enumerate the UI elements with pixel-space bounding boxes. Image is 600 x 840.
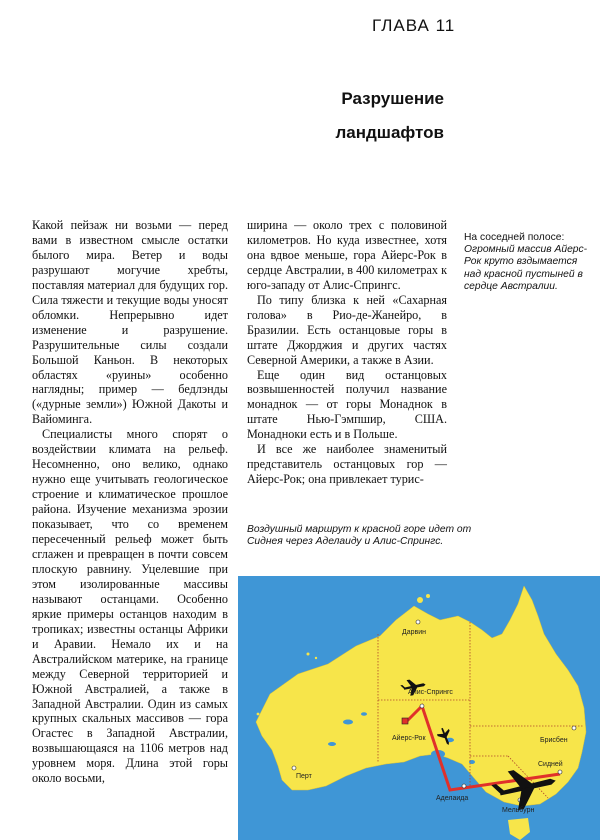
island xyxy=(417,597,423,603)
paragraph: По типу близка к ней «Сахарная голова» в Рио-де-Жанейро, в Бразилии. Есть останцовые горы в штате Джорджия и других частях Северной Америки, а также в Азии. xyxy=(247,292,447,367)
map-caption: Воздушный маршрут к красной горе идет от Сиднея через Аделаиду и Алис-Спрингс. xyxy=(247,524,472,548)
chapter-title-line-1: Разрушение xyxy=(341,89,444,108)
chapter-title xyxy=(335,82,444,150)
paragraph: Еще один вид останцовых возвышенностей получил название монаднок — от горы Монаднок в штате Нью-Гэмпшир, США. Монадноки есть и в Польше. xyxy=(247,367,447,442)
brisbane-marker xyxy=(572,726,576,730)
map-label-brisbane: Брисбен xyxy=(540,737,568,744)
paragraph: ширина — около трех с половиной километров. Но куда известнее, хотя она вдвое меньше, гора Айерс-Рок в сердце Австралии, в 400 километрах к юго-западу от Алис-Спрингс. xyxy=(247,218,447,292)
text-column-2 xyxy=(247,218,447,487)
text-column-1 xyxy=(32,218,228,786)
chapter-title-line-2: ландшафтов xyxy=(335,123,444,142)
lake xyxy=(328,742,336,746)
ayers-rock-marker xyxy=(402,718,408,724)
map-label-sydney: Сидней xyxy=(538,761,563,768)
darwin-marker xyxy=(416,620,420,624)
paragraph: Специалисты много спорят о воздействии климата на рельеф. Несомненно, оно велико, однако нужно еще учитывать геологическое строение и климатическое прошлое района. Изучение механизма эрозии показывает, что со временем пересеченный рельеф может быть сглажен и превращен в почти совсем плоскую равнину. Уцелевшие при этом изолированные массивы называют останцами. Особенно яркие примеры останцов находим в тропиках; известны останцы Африки и Аравии. Немало их и на Австралийском материке, на границе между Северной территорией и Южной Австралией, а также в Западной Австралии. Один из самых крупных скальных массивов — гора Огастес в Западной Австралии, возвышающаяся на 1106 метров над уровнем моря. Длина этой горы около восьми, xyxy=(32,427,228,786)
island xyxy=(257,713,260,716)
island xyxy=(426,594,430,598)
adelaide-marker xyxy=(462,784,466,788)
island xyxy=(307,653,310,656)
side-note xyxy=(464,232,592,293)
side-note-body: Огромный массив Айерс-Рок круто вздымается над красной пустыней в сердце Австралии. xyxy=(464,244,588,292)
australia-route-map xyxy=(238,576,600,840)
lake xyxy=(361,712,367,716)
paragraph: И все же наиболее знаменитый представитель останцовых гор — Айерс-Рок; она привлекает турис- xyxy=(247,442,447,487)
map-label-alice-springs: Алис-Спрингс xyxy=(408,689,453,696)
map-label-ayers-rock: Айерс-Рок xyxy=(392,735,426,742)
map-label-darwin: Дарвин xyxy=(402,629,427,636)
alice-springs-marker xyxy=(420,704,424,708)
chapter-heading: ГЛАВА 11 xyxy=(372,16,456,35)
paragraph: Какой пейзаж ни возьми — перед вами в известном смысле остатки былого мира. Ветер и воды разрушают могучие хребты, поставляя материал для будущих гор. Сила тяжести и текущие воды уносят обломки. Непрерывно идет изменение и разрушение. Разрушительные силы создали Большой Каньон. В некоторых областях «руины» особенно наглядны; пример — бедлэнды («дурные земли») Южной Дакоты и Вайоминга. xyxy=(32,218,228,427)
side-note-lead: На соседней полосе: xyxy=(464,232,565,243)
lake xyxy=(343,720,353,725)
island xyxy=(315,657,317,659)
map-label-melbourne: Мельбурн xyxy=(502,807,535,814)
perth-marker xyxy=(292,766,296,770)
map-label-adelaide: Аделаида xyxy=(436,795,469,802)
sydney-marker xyxy=(558,770,562,774)
map-label-perth: Перт xyxy=(296,773,312,780)
